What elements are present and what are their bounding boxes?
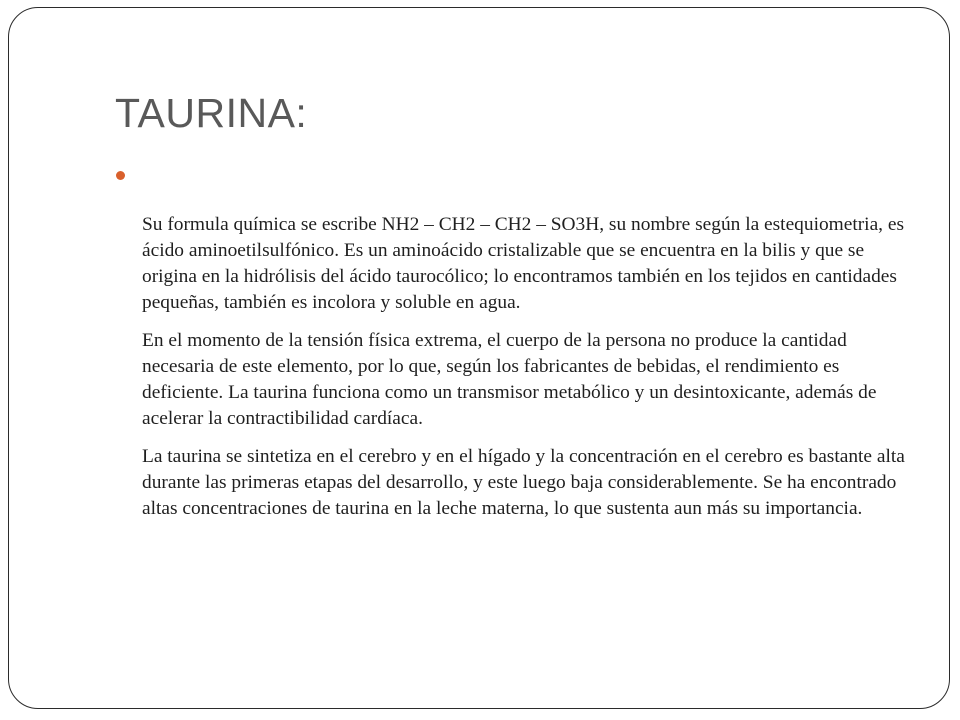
paragraph-physical-stress: En el momento de la tensión física extrema, el cuerpo de la persona no produce la cantidad necesaria de este elemento, por lo que, según los fabricantes de bebidas, el rendimiento es deficiente. La taurina funciona como un transmisor metabólico y un desintoxicante, además de acelerar la contractibilidad cardíaca.	[142, 330, 877, 429]
paragraph-synthesis: La taurina se sintetiza en el cerebro y en el hígado y la concentración en el cerebro es bastante alta durante las primeras etapas del desarrollo, y este luego baja considerablemente. Se ha encontrado altas concentraciones de taurina en la leche materna, lo que sustenta aun más su importancia.	[142, 446, 905, 519]
paragraph-formula: Su formula química se escribe NH2 – CH2 – CH2 – SO3H, su nombre según la estequiometria, es ácido aminoetilsulfónico. Es un aminoácido cristalizable que se encuentra en la bilis y que se origina en la hidrólisis del ácido taurocólico; lo encontramos también en los tejidos en cantidades pequeñas, también es incolora y soluble en agua.	[142, 214, 905, 313]
slide-body	[142, 212, 922, 534]
slide-frame	[8, 7, 950, 709]
slide-title: TAURINA:	[115, 90, 308, 136]
bullet-dot-icon	[116, 171, 125, 180]
